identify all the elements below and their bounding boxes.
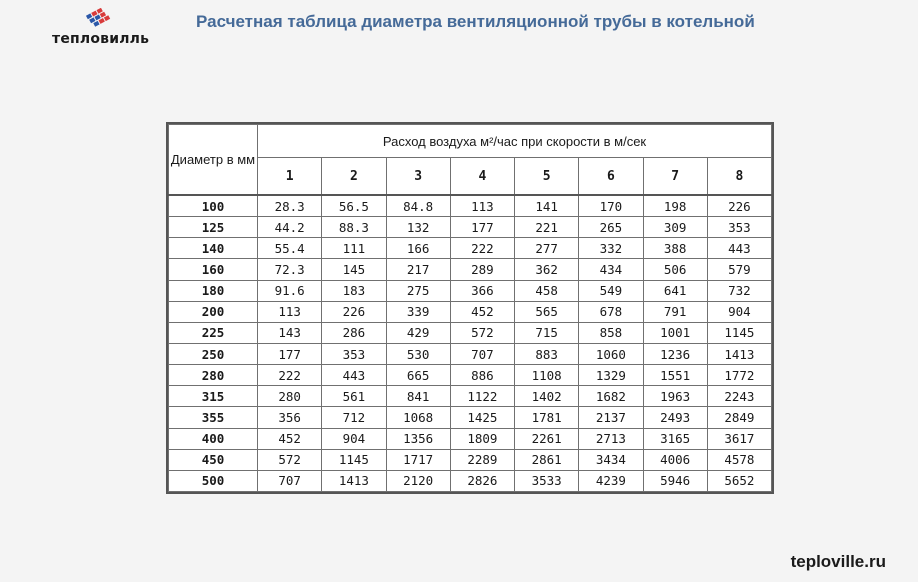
flow-cell: 530 [386, 343, 450, 364]
flow-cell: 3434 [579, 449, 643, 470]
flow-cell: 858 [579, 322, 643, 343]
flow-cell: 366 [450, 280, 514, 301]
table-row [169, 428, 772, 449]
flow-cell: 132 [386, 217, 450, 238]
flow-cell: 4578 [707, 449, 771, 470]
flow-cell: 332 [579, 238, 643, 259]
flow-cell: 2120 [386, 470, 450, 491]
brand-name: тепловилль [52, 31, 150, 47]
diameter-cell: 355 [169, 407, 258, 428]
table-row [169, 301, 772, 322]
flow-cell: 549 [579, 280, 643, 301]
diameter-cell: 100 [169, 195, 258, 217]
flow-cell: 222 [450, 238, 514, 259]
flow-cell: 183 [322, 280, 386, 301]
flow-cell: 277 [515, 238, 579, 259]
flow-cell: 222 [258, 365, 322, 386]
flow-cell: 1108 [515, 365, 579, 386]
flow-cell: 572 [450, 322, 514, 343]
flow-cell: 565 [515, 301, 579, 322]
flow-cell: 1963 [643, 386, 707, 407]
table-row [169, 449, 772, 470]
flow-cell: 1682 [579, 386, 643, 407]
flow-cell: 1145 [322, 449, 386, 470]
table-row [169, 386, 772, 407]
flow-cell: 4006 [643, 449, 707, 470]
flow-cell: 886 [450, 365, 514, 386]
table-row [169, 407, 772, 428]
flow-cell: 1001 [643, 322, 707, 343]
flow-cell: 1413 [322, 470, 386, 491]
flow-cell: 339 [386, 301, 450, 322]
flow-cell: 275 [386, 280, 450, 301]
speed-header-row [169, 158, 772, 196]
diameter-cell: 200 [169, 301, 258, 322]
flow-cell: 170 [579, 195, 643, 217]
speed-header-cell: 2 [322, 158, 386, 196]
page-title: Расчетная таблица диаметра вентиляционной трубы в котельной [196, 12, 755, 31]
flow-cell: 177 [258, 343, 322, 364]
flow-cell: 88.3 [322, 217, 386, 238]
flow-cell: 91.6 [258, 280, 322, 301]
flow-cell: 1236 [643, 343, 707, 364]
flow-cell: 2849 [707, 407, 771, 428]
flow-cell: 44.2 [258, 217, 322, 238]
diameter-cell: 180 [169, 280, 258, 301]
flow-cell: 141 [515, 195, 579, 217]
flow-cell: 732 [707, 280, 771, 301]
table-row [169, 470, 772, 491]
flow-cell: 883 [515, 343, 579, 364]
table-body [169, 195, 772, 492]
ventilation-table [166, 122, 774, 494]
flow-cell: 198 [643, 195, 707, 217]
flow-cell: 791 [643, 301, 707, 322]
diameter-cell: 450 [169, 449, 258, 470]
flow-cell: 111 [322, 238, 386, 259]
flow-cell: 1402 [515, 386, 579, 407]
flow-cell: 1356 [386, 428, 450, 449]
flow-cell: 458 [515, 280, 579, 301]
flow-cell: 506 [643, 259, 707, 280]
flow-cell: 388 [643, 238, 707, 259]
speed-header-cell: 3 [386, 158, 450, 196]
flow-header: Расход воздуха м²/час при скорости в м/сек [258, 125, 772, 158]
flow-cell: 113 [450, 195, 514, 217]
flow-cell: 28.3 [258, 195, 322, 217]
flow-cell: 2289 [450, 449, 514, 470]
flow-cell: 72.3 [258, 259, 322, 280]
diameter-cell: 280 [169, 365, 258, 386]
diameter-cell: 315 [169, 386, 258, 407]
table-row [169, 195, 772, 217]
site-url[interactable]: teploville.ru [790, 552, 886, 571]
flow-cell: 1068 [386, 407, 450, 428]
flow-cell: 1772 [707, 365, 771, 386]
flow-cell: 561 [322, 386, 386, 407]
diameter-header: Диаметр в мм [169, 125, 258, 196]
flow-cell: 145 [322, 259, 386, 280]
table-row [169, 259, 772, 280]
speed-header-cell: 4 [450, 158, 514, 196]
flow-cell: 1329 [579, 365, 643, 386]
diameter-cell: 400 [169, 428, 258, 449]
flow-cell: 2493 [643, 407, 707, 428]
flow-cell: 113 [258, 301, 322, 322]
table-row [169, 343, 772, 364]
flow-cell: 356 [258, 407, 322, 428]
flow-cell: 1717 [386, 449, 450, 470]
flow-cell: 904 [707, 301, 771, 322]
flow-cell: 1060 [579, 343, 643, 364]
flow-cell: 1122 [450, 386, 514, 407]
flow-cell: 265 [579, 217, 643, 238]
flow-cell: 904 [322, 428, 386, 449]
flow-cell: 5946 [643, 470, 707, 491]
flow-cell: 665 [386, 365, 450, 386]
flow-cell: 221 [515, 217, 579, 238]
flow-cell: 1809 [450, 428, 514, 449]
flow-cell: 84.8 [386, 195, 450, 217]
flow-cell: 434 [579, 259, 643, 280]
flow-cell: 3617 [707, 428, 771, 449]
speed-header-cell: 8 [707, 158, 771, 196]
flow-cell: 1425 [450, 407, 514, 428]
flow-cell: 280 [258, 386, 322, 407]
flow-cell: 707 [450, 343, 514, 364]
flow-cell: 166 [386, 238, 450, 259]
flow-cell: 1781 [515, 407, 579, 428]
table-row [169, 238, 772, 259]
diameter-cell: 160 [169, 259, 258, 280]
flow-cell: 1413 [707, 343, 771, 364]
diameter-cell: 225 [169, 322, 258, 343]
flow-cell: 2826 [450, 470, 514, 491]
flow-cell: 443 [322, 365, 386, 386]
flow-cell: 715 [515, 322, 579, 343]
flow-cell: 289 [450, 259, 514, 280]
flow-cell: 1145 [707, 322, 771, 343]
table-row [169, 365, 772, 386]
flow-cell: 353 [322, 343, 386, 364]
flow-cell: 217 [386, 259, 450, 280]
flow-cell: 641 [643, 280, 707, 301]
flow-cell: 3533 [515, 470, 579, 491]
flow-cell: 443 [707, 238, 771, 259]
table-row [169, 322, 772, 343]
table-row [169, 280, 772, 301]
flow-cell: 678 [579, 301, 643, 322]
flow-cell: 286 [322, 322, 386, 343]
flow-cell: 4239 [579, 470, 643, 491]
logo-mark-icon [86, 8, 112, 30]
flow-cell: 2243 [707, 386, 771, 407]
flow-cell: 2861 [515, 449, 579, 470]
flow-cell: 362 [515, 259, 579, 280]
flow-cell: 309 [643, 217, 707, 238]
diameter-cell: 500 [169, 470, 258, 491]
flow-cell: 429 [386, 322, 450, 343]
flow-cell: 452 [450, 301, 514, 322]
flow-cell: 572 [258, 449, 322, 470]
flow-cell: 3165 [643, 428, 707, 449]
speed-header-cell: 6 [579, 158, 643, 196]
flow-cell: 452 [258, 428, 322, 449]
speed-header-cell: 5 [515, 158, 579, 196]
table-row [169, 217, 772, 238]
flow-cell: 177 [450, 217, 514, 238]
flow-cell: 143 [258, 322, 322, 343]
flow-cell: 841 [386, 386, 450, 407]
flow-cell: 226 [707, 195, 771, 217]
diameter-cell: 140 [169, 238, 258, 259]
flow-cell: 353 [707, 217, 771, 238]
speed-header-cell: 7 [643, 158, 707, 196]
flow-cell: 707 [258, 470, 322, 491]
flow-cell: 2713 [579, 428, 643, 449]
flow-cell: 2261 [515, 428, 579, 449]
flow-cell: 1551 [643, 365, 707, 386]
speed-header-cell: 1 [258, 158, 322, 196]
diameter-cell: 125 [169, 217, 258, 238]
flow-cell: 5652 [707, 470, 771, 491]
flow-cell: 56.5 [322, 195, 386, 217]
flow-cell: 579 [707, 259, 771, 280]
flow-cell: 2137 [579, 407, 643, 428]
diameter-cell: 250 [169, 343, 258, 364]
flow-cell: 226 [322, 301, 386, 322]
flow-cell: 712 [322, 407, 386, 428]
flow-cell: 55.4 [258, 238, 322, 259]
